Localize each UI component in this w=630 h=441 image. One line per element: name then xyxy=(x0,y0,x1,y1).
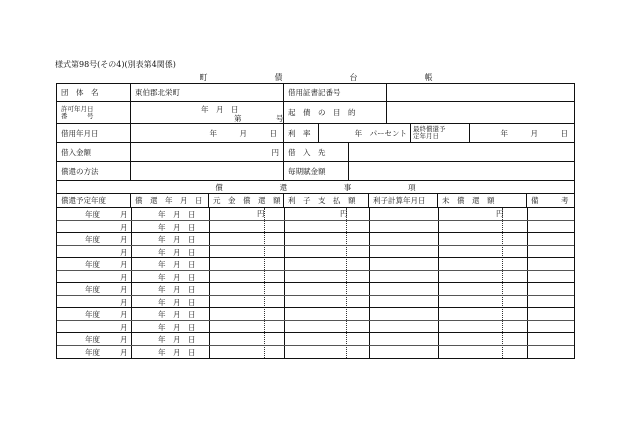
repayment-body xyxy=(57,208,574,358)
row-divider xyxy=(57,295,574,296)
final-date-label-line1: 最終償還予 xyxy=(413,125,446,133)
month-label: 月 xyxy=(120,247,128,257)
year-label: 年度 xyxy=(85,210,100,219)
year-label: 年度 xyxy=(85,285,100,294)
col-interest: 利 子 支 払 額 xyxy=(284,194,369,207)
permission-label xyxy=(57,102,131,123)
grid-line xyxy=(527,208,528,358)
dotted-divider xyxy=(264,208,265,358)
section-char: 償 xyxy=(215,182,223,192)
month-label: 月 xyxy=(120,347,128,357)
borrow-date-label: 借用年月日 xyxy=(57,124,131,142)
yen-mark-principal: 円 xyxy=(257,209,265,218)
permission-value[interactable] xyxy=(131,102,284,123)
row-divider xyxy=(57,307,574,308)
row-divider xyxy=(57,345,574,346)
certificate-value[interactable] xyxy=(387,84,574,101)
org-value: 東伯郡北栄町 xyxy=(131,84,284,101)
method-label: 償還の方法 xyxy=(57,162,131,180)
month-label: 月 xyxy=(120,310,128,319)
row-divider xyxy=(57,282,574,283)
col-principal: 元 金 償 還 額 xyxy=(209,194,284,207)
permission-date: 年 月 日 xyxy=(201,105,239,114)
repay-date-cell: 年 月 日 xyxy=(158,235,196,244)
section-char: 還 xyxy=(279,182,288,192)
title-char: 台 xyxy=(349,73,358,82)
month-label: 月 xyxy=(120,322,128,332)
permission-label-line1: 許可年月日 xyxy=(61,104,94,113)
repay-date-cell: 年 月 日 xyxy=(158,297,196,307)
final-date-value[interactable]: 年 月 日 xyxy=(500,128,568,138)
row-divider xyxy=(57,245,574,246)
installment-value[interactable] xyxy=(349,162,574,180)
certificate-label: 借用証書記番号 xyxy=(284,84,387,101)
permission-no-suffix: 号 xyxy=(276,114,284,123)
rate-value[interactable]: 年 パーセント xyxy=(319,124,411,142)
method-value[interactable] xyxy=(131,162,284,180)
month-label: 月 xyxy=(120,272,128,282)
org-label: 団 体 名 xyxy=(57,84,131,101)
permission-label-line2: 番 号 xyxy=(61,111,94,120)
repay-date-cell: 年 月 日 xyxy=(158,335,196,344)
year-label: 年度 xyxy=(85,260,100,269)
month-label: 月 xyxy=(120,285,128,294)
rate-label: 利 率 xyxy=(284,124,319,142)
row-divider xyxy=(57,220,574,221)
col-outstanding: 未 償 還 額 xyxy=(438,194,527,207)
amount-label: 借入金額 xyxy=(57,143,131,161)
yen-mark-interest: 円 xyxy=(340,209,348,218)
month-label: 月 xyxy=(120,297,128,307)
repay-date-cell: 年 月 日 xyxy=(158,222,196,232)
ledger-table xyxy=(56,83,575,359)
title-char: 町 xyxy=(199,73,208,82)
month-label: 月 xyxy=(120,335,128,344)
row-organization xyxy=(57,84,574,102)
year-label: 年度 xyxy=(85,335,100,344)
repay-date-cell: 年 月 日 xyxy=(158,247,196,257)
month-label: 月 xyxy=(120,222,128,232)
row-divider xyxy=(57,270,574,271)
title-char: 債 xyxy=(274,73,283,82)
ledger-title xyxy=(56,72,576,83)
row-divider xyxy=(57,257,574,258)
grid-line xyxy=(369,208,370,358)
row-amount xyxy=(57,143,574,162)
repay-date-cell: 年 月 日 xyxy=(158,347,196,357)
year-label: 年度 xyxy=(85,347,100,357)
repay-date-cell: 年 月 日 xyxy=(158,285,196,294)
row-divider xyxy=(57,232,574,233)
grid-line xyxy=(131,208,132,358)
col-scheduled-year: 償還予定年度 xyxy=(57,194,131,207)
month-label: 月 xyxy=(120,260,128,269)
amount-value[interactable]: 円 xyxy=(131,143,284,161)
title-char: 帳 xyxy=(424,73,433,82)
grid-line xyxy=(284,208,285,358)
grid-line xyxy=(209,208,210,358)
col-interest-calc-date: 利子計算年月日 xyxy=(369,194,438,207)
lender-value[interactable] xyxy=(349,143,574,161)
purpose-label: 起 債 の 目 的 xyxy=(284,102,387,123)
final-date-label xyxy=(411,124,470,142)
section-title xyxy=(57,181,574,194)
grid-line xyxy=(438,208,439,358)
repay-date-cell: 年 月 日 xyxy=(158,322,196,332)
row-divider xyxy=(57,320,574,321)
lender-label: 借 入 先 xyxy=(284,143,349,161)
borrow-date-value[interactable]: 年 月 日 xyxy=(131,124,284,142)
section-char: 事 xyxy=(343,182,352,192)
dotted-divider xyxy=(346,208,347,358)
section-title-text xyxy=(57,181,574,193)
col-repay-date: 償 還 年 月 日 xyxy=(131,194,209,207)
permission-no-prefix: 第 xyxy=(234,114,242,123)
final-date-label-line2: 定年月日 xyxy=(413,132,439,140)
repay-date-cell: 年 月 日 xyxy=(158,272,196,282)
col-remarks: 備 考 xyxy=(531,196,569,205)
row-permission xyxy=(57,102,574,124)
year-label: 年度 xyxy=(85,310,100,319)
repay-date-cell: 年 月 日 xyxy=(158,210,196,219)
year-label: 年度 xyxy=(85,235,100,244)
installment-label: 毎期賦金額 xyxy=(284,162,349,180)
form-caption: 様式第98号(その4)(別表第4関係) xyxy=(55,60,176,69)
repay-date-cell: 年 月 日 xyxy=(158,310,196,319)
purpose-value[interactable] xyxy=(387,102,574,123)
row-borrow-date xyxy=(57,124,574,143)
section-char: 項 xyxy=(408,182,416,192)
row-divider xyxy=(57,332,574,333)
repay-date-cell: 年 月 日 xyxy=(158,260,196,269)
column-header xyxy=(57,194,574,208)
month-label: 月 xyxy=(120,210,128,219)
month-label: 月 xyxy=(120,235,128,244)
yen-mark-outstanding: 円 xyxy=(496,209,504,218)
dotted-divider xyxy=(502,208,503,358)
row-method xyxy=(57,162,574,181)
